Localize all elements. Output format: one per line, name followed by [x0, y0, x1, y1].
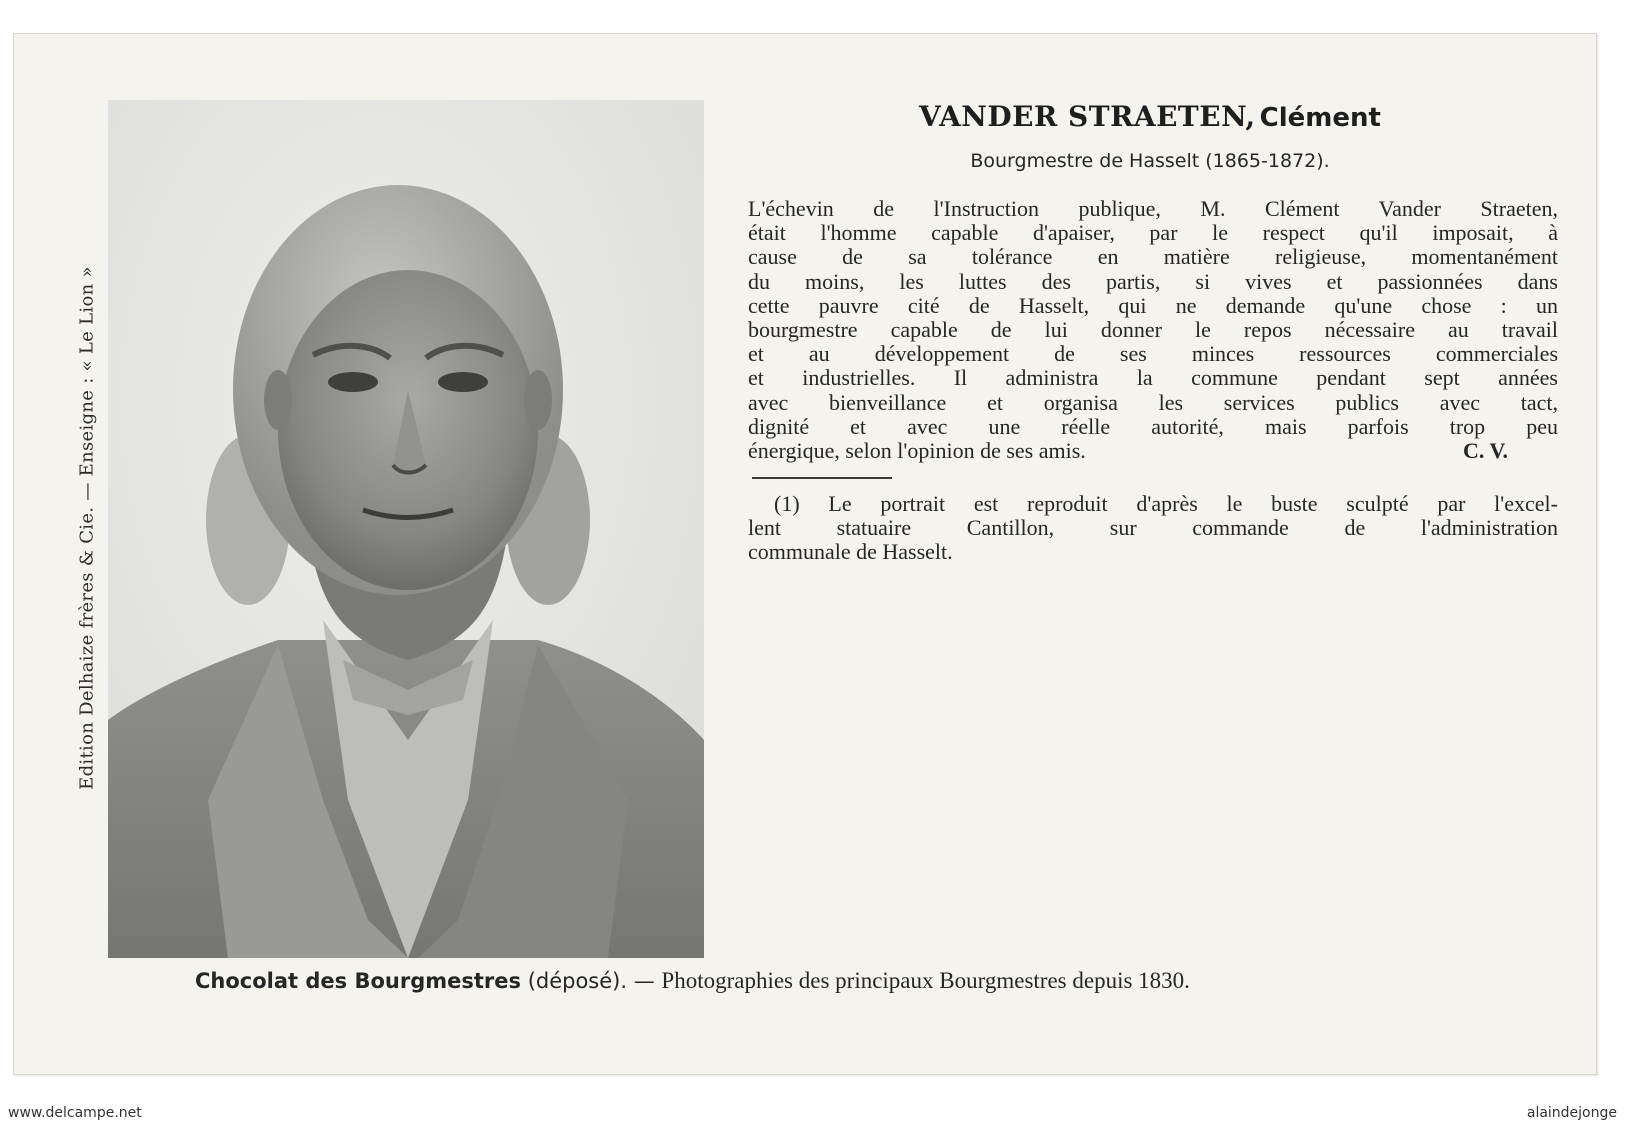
bio-line: cause de sa tolérance en matière religieuse, momentanément: [748, 244, 1558, 270]
brand-name: Chocolat des Bourgmestres: [195, 969, 522, 993]
bio-line: bourgmestre capable de lui donner le repos nécessaire au travail: [748, 316, 1558, 342]
footnote-line: (1) Le portrait est reproduit d'après le buste sculpté par l'excel-: [774, 491, 1558, 516]
subtitle: Bourgmestre de Hasselt (1865-1872).: [970, 150, 1330, 172]
footnote-divider: [752, 477, 892, 479]
bio-line: et au développement de ses minces ressources commerciales: [748, 341, 1558, 367]
footnote-line: communale de Hasselt.: [748, 539, 953, 565]
biography-text: [748, 197, 1558, 463]
bio-line: et industrielles. Il administra la commune pendant sept années: [748, 365, 1558, 391]
card-footer: [195, 968, 1495, 994]
publisher-vertical-text: [72, 168, 102, 888]
bio-line: du moins, les luttes des partis, si vives et passionnées dans: [748, 268, 1558, 294]
bio-line: énergique, selon l'opinion de ses amis.: [748, 437, 1086, 463]
bio-line: cette pauvre cité de Hasselt, qui ne demande qu'une chose : un: [748, 292, 1558, 318]
bio-line: dignité et avec une réelle autorité, mais parfois trop peu: [748, 413, 1558, 439]
person-title: [760, 100, 1540, 133]
bio-line: était l'homme capable d'apaiser, par le respect qu'il imposait, à: [748, 220, 1558, 246]
given-name: Clément: [1259, 103, 1381, 133]
watermark-left: www.delcampe.net: [8, 1105, 142, 1121]
portrait-photo: [108, 100, 704, 958]
surname: VANDER STRAETEN,: [919, 100, 1256, 133]
publisher-text: Edition Delhaize frères & Cie. — Enseigne : « Le Lion »: [76, 266, 98, 790]
series-text: Photographies des principaux Bourgmestres depuis 1830.: [661, 968, 1190, 993]
watermark-right: alaindejonge: [1526, 1105, 1617, 1121]
footnote: [748, 492, 1558, 565]
signature: C. V.: [1462, 437, 1508, 463]
bio-last-line: [748, 439, 1558, 463]
bio-line: avec bienveillance et organisa les services publics avec tact,: [748, 389, 1558, 415]
footnote-line: lent statuaire Cantillon, sur commande de l'administration: [748, 515, 1558, 541]
bio-line: L'échevin de l'Instruction publique, M. Clément Vander Straeten,: [748, 196, 1558, 221]
bust-image: [108, 100, 704, 958]
deposited-text: (déposé). —: [521, 969, 662, 993]
